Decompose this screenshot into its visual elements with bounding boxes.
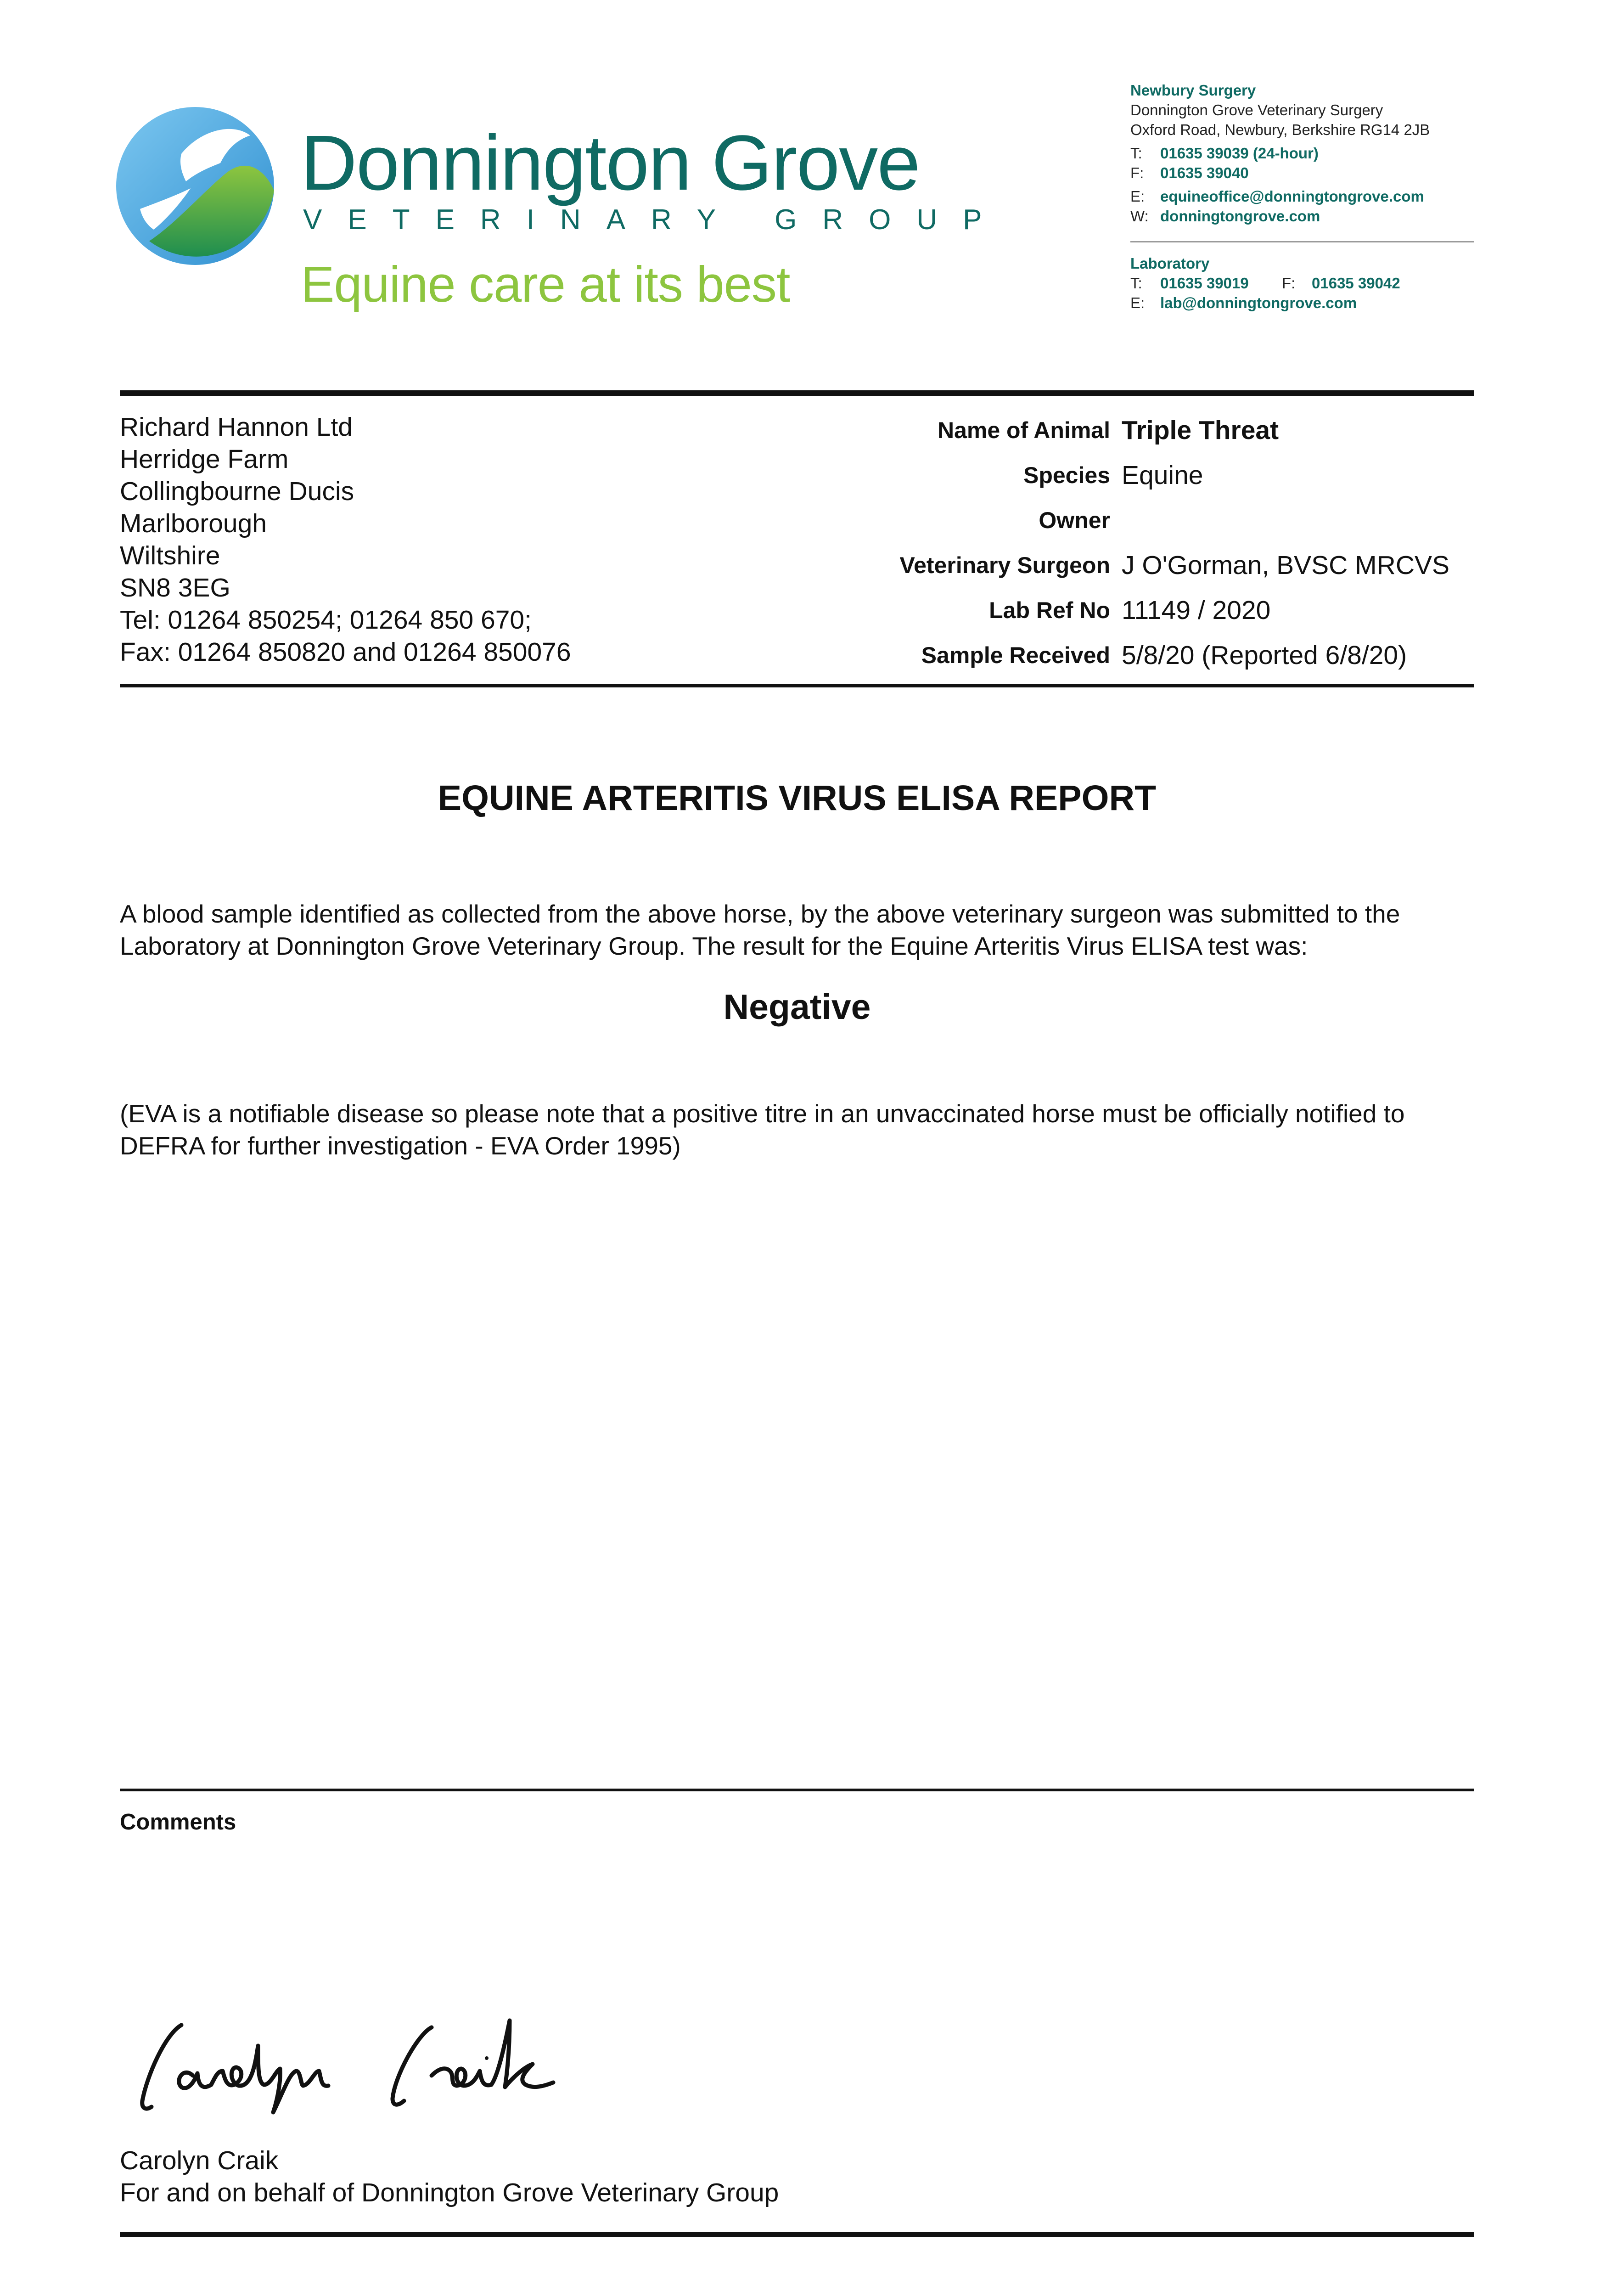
signer-name: Carolyn Craik — [120, 2146, 279, 2175]
comments-rule — [120, 1789, 1474, 1791]
surgery-fax-label: F: — [1130, 164, 1144, 181]
surgery-web-label: W: — [1130, 208, 1149, 225]
client-address — [120, 411, 571, 668]
client-address-line: Collingbourne Ducis — [120, 477, 354, 506]
client-address-line: Richard Hannon Ltd — [120, 412, 353, 442]
detail-value: 5/8/20 (Reported 6/8/20) — [1122, 641, 1407, 670]
laboratory-fax-value: 01635 39042 — [1312, 275, 1400, 292]
surgery-tel-link[interactable]: 01635 39039 (24-hour) — [1160, 145, 1319, 162]
surgery-tel-label: T: — [1130, 145, 1142, 162]
detail-value: J O'Gorman, BVSC MRCVS — [1122, 551, 1450, 580]
test-result: Negative — [723, 987, 871, 1027]
brand-name: Donnington Grove — [301, 119, 920, 207]
surgery-web-link[interactable]: donningtongrove.com — [1160, 208, 1320, 225]
client-address-line: SN8 3EG — [120, 573, 230, 602]
surgery-web-row — [1130, 206, 1430, 226]
brand-group: VETERINARY GROUP — [303, 204, 1008, 236]
animal-details-table — [689, 411, 1478, 681]
detail-label: Species — [1023, 462, 1110, 488]
brand-tagline: Equine care at its best — [301, 256, 790, 313]
detail-value: Equine — [1122, 461, 1203, 490]
notifiable-disease-notice: (EVA is a notifiable disease so please note that a positive titre in an unvaccinated horse must be officially notified to DEFRA for further investigation - EVA Order 1995) — [120, 1099, 1405, 1160]
contact-divider — [1130, 241, 1474, 242]
detail-row-lab-ref-no — [689, 591, 1478, 636]
bottom-rule — [120, 2232, 1474, 2237]
client-address-line: Tel: 01264 850254; 01264 850 670; — [120, 605, 532, 635]
surgery-fax-row — [1130, 163, 1430, 183]
laboratory-tel-label: T: — [1130, 275, 1142, 292]
detail-label: Name of Animal — [937, 417, 1110, 443]
laboratory-email-link[interactable]: lab@donningtongrove.com — [1160, 294, 1357, 311]
logo-icon — [112, 103, 278, 269]
client-address-line: Herridge Farm — [120, 445, 289, 474]
detail-value: 11149 / 2020 — [1122, 596, 1271, 625]
surgery-email-row — [1130, 186, 1430, 206]
detail-row-veterinary-surgeon — [689, 546, 1478, 591]
detail-value: Triple Threat — [1122, 416, 1279, 445]
surgery-tel-row — [1130, 143, 1430, 163]
detail-row-owner — [689, 501, 1478, 546]
surgery-fax-value: 01635 39040 — [1160, 164, 1249, 181]
laboratory-tel-link[interactable]: 01635 39019 — [1160, 275, 1249, 292]
signer-on-behalf: For and on behalf of Donnington Grove Veterinary Group — [120, 2178, 779, 2207]
laboratory-contact-block — [1130, 253, 1400, 313]
detail-label: Owner — [1039, 507, 1110, 533]
top-rule — [120, 390, 1474, 396]
detail-row-species — [689, 456, 1478, 501]
surgery-email-link[interactable]: equineoffice@donningtongrove.com — [1160, 188, 1424, 205]
laboratory-fax-label: F: — [1282, 275, 1296, 292]
report-title: EQUINE ARTERITIS VIRUS ELISA REPORT — [438, 778, 1157, 818]
client-address-line: Marlborough — [120, 509, 267, 538]
detail-label: Sample Received — [921, 642, 1110, 668]
detail-label: Lab Ref No — [989, 597, 1110, 623]
surgery-address-line2: Oxford Road, Newbury, Berkshire RG14 2JB — [1130, 121, 1430, 138]
comments-label: Comments — [120, 1810, 236, 1835]
surgery-contact-block — [1130, 80, 1430, 226]
handwritten-signature — [138, 2007, 716, 2117]
signer-block — [120, 2144, 779, 2209]
client-address-line: Fax: 01264 850820 and 01264 850076 — [120, 637, 571, 667]
intro-paragraph: A blood sample identified as collected from the above horse, by the above veterinary surgeon was submitted to the Laboratory at Donnington Grove Veterinary Group. The result for the Equine Arteritis Virus ELISA test was: — [120, 900, 1400, 960]
detail-row-sample-received — [689, 636, 1478, 681]
details-rule — [120, 684, 1474, 687]
surgery-address-line1: Donnington Grove Veterinary Surgery — [1130, 101, 1383, 118]
surgery-heading: Newbury Surgery — [1130, 82, 1256, 99]
laboratory-heading: Laboratory — [1130, 255, 1210, 272]
detail-row-name-of-animal — [689, 411, 1478, 456]
laboratory-email-row — [1130, 293, 1400, 313]
detail-label: Veterinary Surgeon — [899, 552, 1110, 578]
surgery-email-label: E: — [1130, 188, 1145, 205]
laboratory-phone-row — [1130, 273, 1400, 293]
laboratory-email-label: E: — [1130, 294, 1145, 311]
client-address-line: Wiltshire — [120, 541, 220, 570]
